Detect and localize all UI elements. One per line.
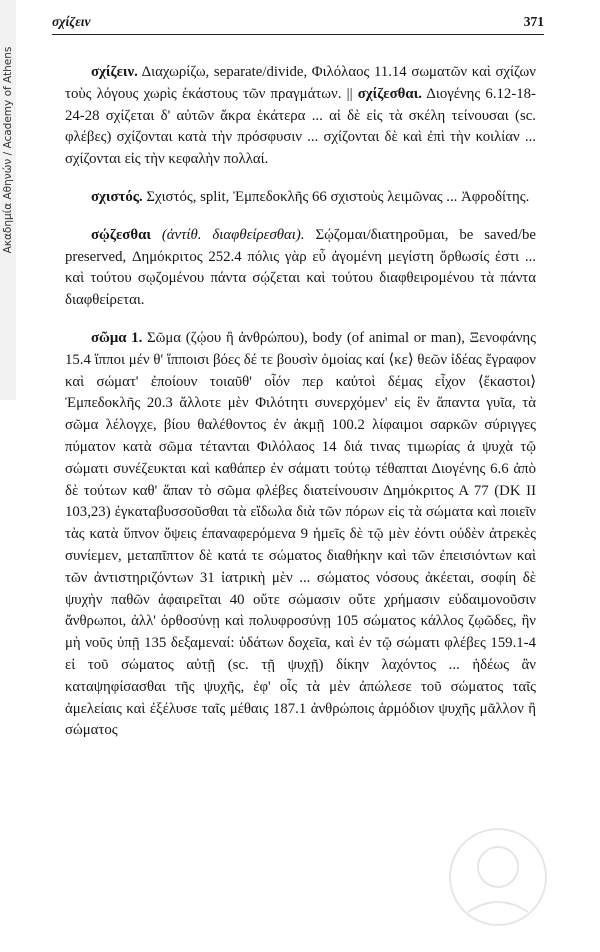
entry-text: Διογένης 6.12-18-24-28 σχίζεται δ' αὐτῶν ἄκρα ἑκάτερα ... αἱ δὲ εἰς τὰ σκέλη τείνουσαι (sc. φλέβες) σχίζονται κατὰ τὴν πρόσφυσιν ... σχίζονται δὲ καὶ ἐπὶ τὴν κοιλίαν ... σχίζονται εἰς τὴν κεφαλὴν πολλαί.	[65, 85, 536, 168]
entry-text: Διαχωρίζω, separate/divide, Φιλόλαος 11.14 σωματῶν καὶ σχίζων τοὺς λόγους χωρὶς ἑκάστους τῶν πραγμάτων. ||	[65, 64, 536, 102]
page-number: 371	[523, 14, 544, 29]
entry-schizein	[65, 62, 536, 171]
dictionary-page	[52, 14, 544, 35]
entries-column	[65, 62, 536, 758]
sub-headword: σχίζεσθαι.	[357, 85, 422, 102]
archive-sidebar	[0, 0, 16, 400]
archive-label: Ακαδημία Αθηνών / Academy of Athens	[2, 46, 14, 254]
headword: σῴζεσθαι	[91, 226, 151, 243]
entry-sozesthai	[65, 225, 536, 312]
entry-text: Σχιστός, split, Ἐμπεδοκλῆς 66 σχιστοὺς λειμῶνας ... Ἀφροδίτης.	[142, 188, 530, 205]
antithesis-gloss: (ἀντίθ. διαφθείρεσθαι).	[150, 226, 305, 243]
running-head-word: σχίζειν	[52, 14, 91, 29]
headword: σῶμα 1.	[91, 329, 143, 346]
entry-text: Σῴζομαι/διατηροῦμαι, be saved/be preserved, Δημόκριτος 252.4 πόλις γὰρ εὖ ἀγομένη μεγίστη ὄρθωσίς ἐστι ... καὶ τούτου σῳζομένου πάντα σῴζεται καὶ τούτου διαφθειρομένου τὰ πάντα διαφθείρεται.	[65, 226, 536, 309]
entry-text: Σῶμα (ζῴου ἢ ἀνθρώπου), body (of animal or man), Ξενοφάνης 15.4 ἵπποι μέν θ' ἵπποισι βόες δέ τε βουσὶν ὁμοίας καί ⟨κε⟩ θεῶν ἰδέας ἔγραφον καὶ σώματ' ἐποίουν τοιαῦθ' οἷόν περ καὐτοὶ δέμας εἶχον ⟨ἕκαστοι⟩ Ἐμπεδοκλῆς 20.3 ἄλλοτε μὲν Φιλότητι συνερχόμεν' εἰς ἓν ἅπαντα γυῖα, τὰ σῶμα λέλογχε, βίου θαλέθοντος ἐν ἀκμῇ 100.2 λίφαιμοι σαρκῶν σύριγγες πύματον κατὰ σῶμα τέτανται Φιλόλαος 14 διά τινας τιμωρίας ἁ ψυχὰ τῷ σώματι συνέζευκται καὶ καθάπερ ἐν σάματι τούτῳ τέθαπται Διογένης 6.6 ἀπὸ δὲ τούτων καθ' ἅπαν τὸ σῶμα φλέβες διατείνουσιν Δημόκριτος Α 77 (DK II 103,23) ἐγκαταβυσσοῦσθαι τὰ εἴδωλα διὰ τῶν πόρων εἰς τὰ σώματα καὶ ποιεῖν τὰς κατὰ ὕπνον ὄψεις ἐπαναφερόμενα 9 ἡμεῖς δὲ τῷ μὲν ἐόντι οὐδὲν ἀτρεκὲς συνίεμεν, μεταπῖπτον δὲ κατά τε σώματος διαθήκην καὶ τῶν ἐπεισιόντων καὶ τῶν ἀντιστηριζόντων 31 ἰατρικὴ μὲν ... σώματος νόσους ἀκέεται, σοφίη δὲ ψυχὴν παθῶν ἀφαιρεῖται 40 οὔτε σώμασιν οὔτε χρήμασιν εὐδαιμονοῦσιν ἄνθρωποι, ἀλλ' ὀρθοσύνῃ καὶ πολυφροσύνῃ 105 σώματος κάλλος ζῳῶδες, ἢν μὴ νοῦς ὑπῇ 135 δεξαμεναί: ὑδάτων δοχεῖα, καὶ ἐν τῷ σώματι φλέβες 159.1-4 εἰ τοῦ σώματος αὐτῇ (sc. τῇ ψυχῇ) δίκην λαχόντος ... ἡδέως ἂν καταψηφίσασθαι τῆς ψυχῆς, ἐφ' οἷς τὰ μὲν ἀπώλεσε τοῦ σώματος ταῖς ἀμελείαις καὶ ἐξέλυσε ταῖς μέθαις 187.1 ἀνθρώποις ἁρμόδιον ψυχῆς μᾶλλον ἢ σώματος	[65, 329, 536, 739]
running-header	[52, 14, 544, 35]
academy-emblem-icon	[398, 812, 598, 942]
academy-watermark	[398, 812, 598, 942]
headword: σχίζειν.	[91, 64, 138, 80]
headword: σχιστός.	[91, 188, 143, 205]
entry-soma	[65, 328, 536, 742]
entry-schistos	[65, 187, 536, 209]
